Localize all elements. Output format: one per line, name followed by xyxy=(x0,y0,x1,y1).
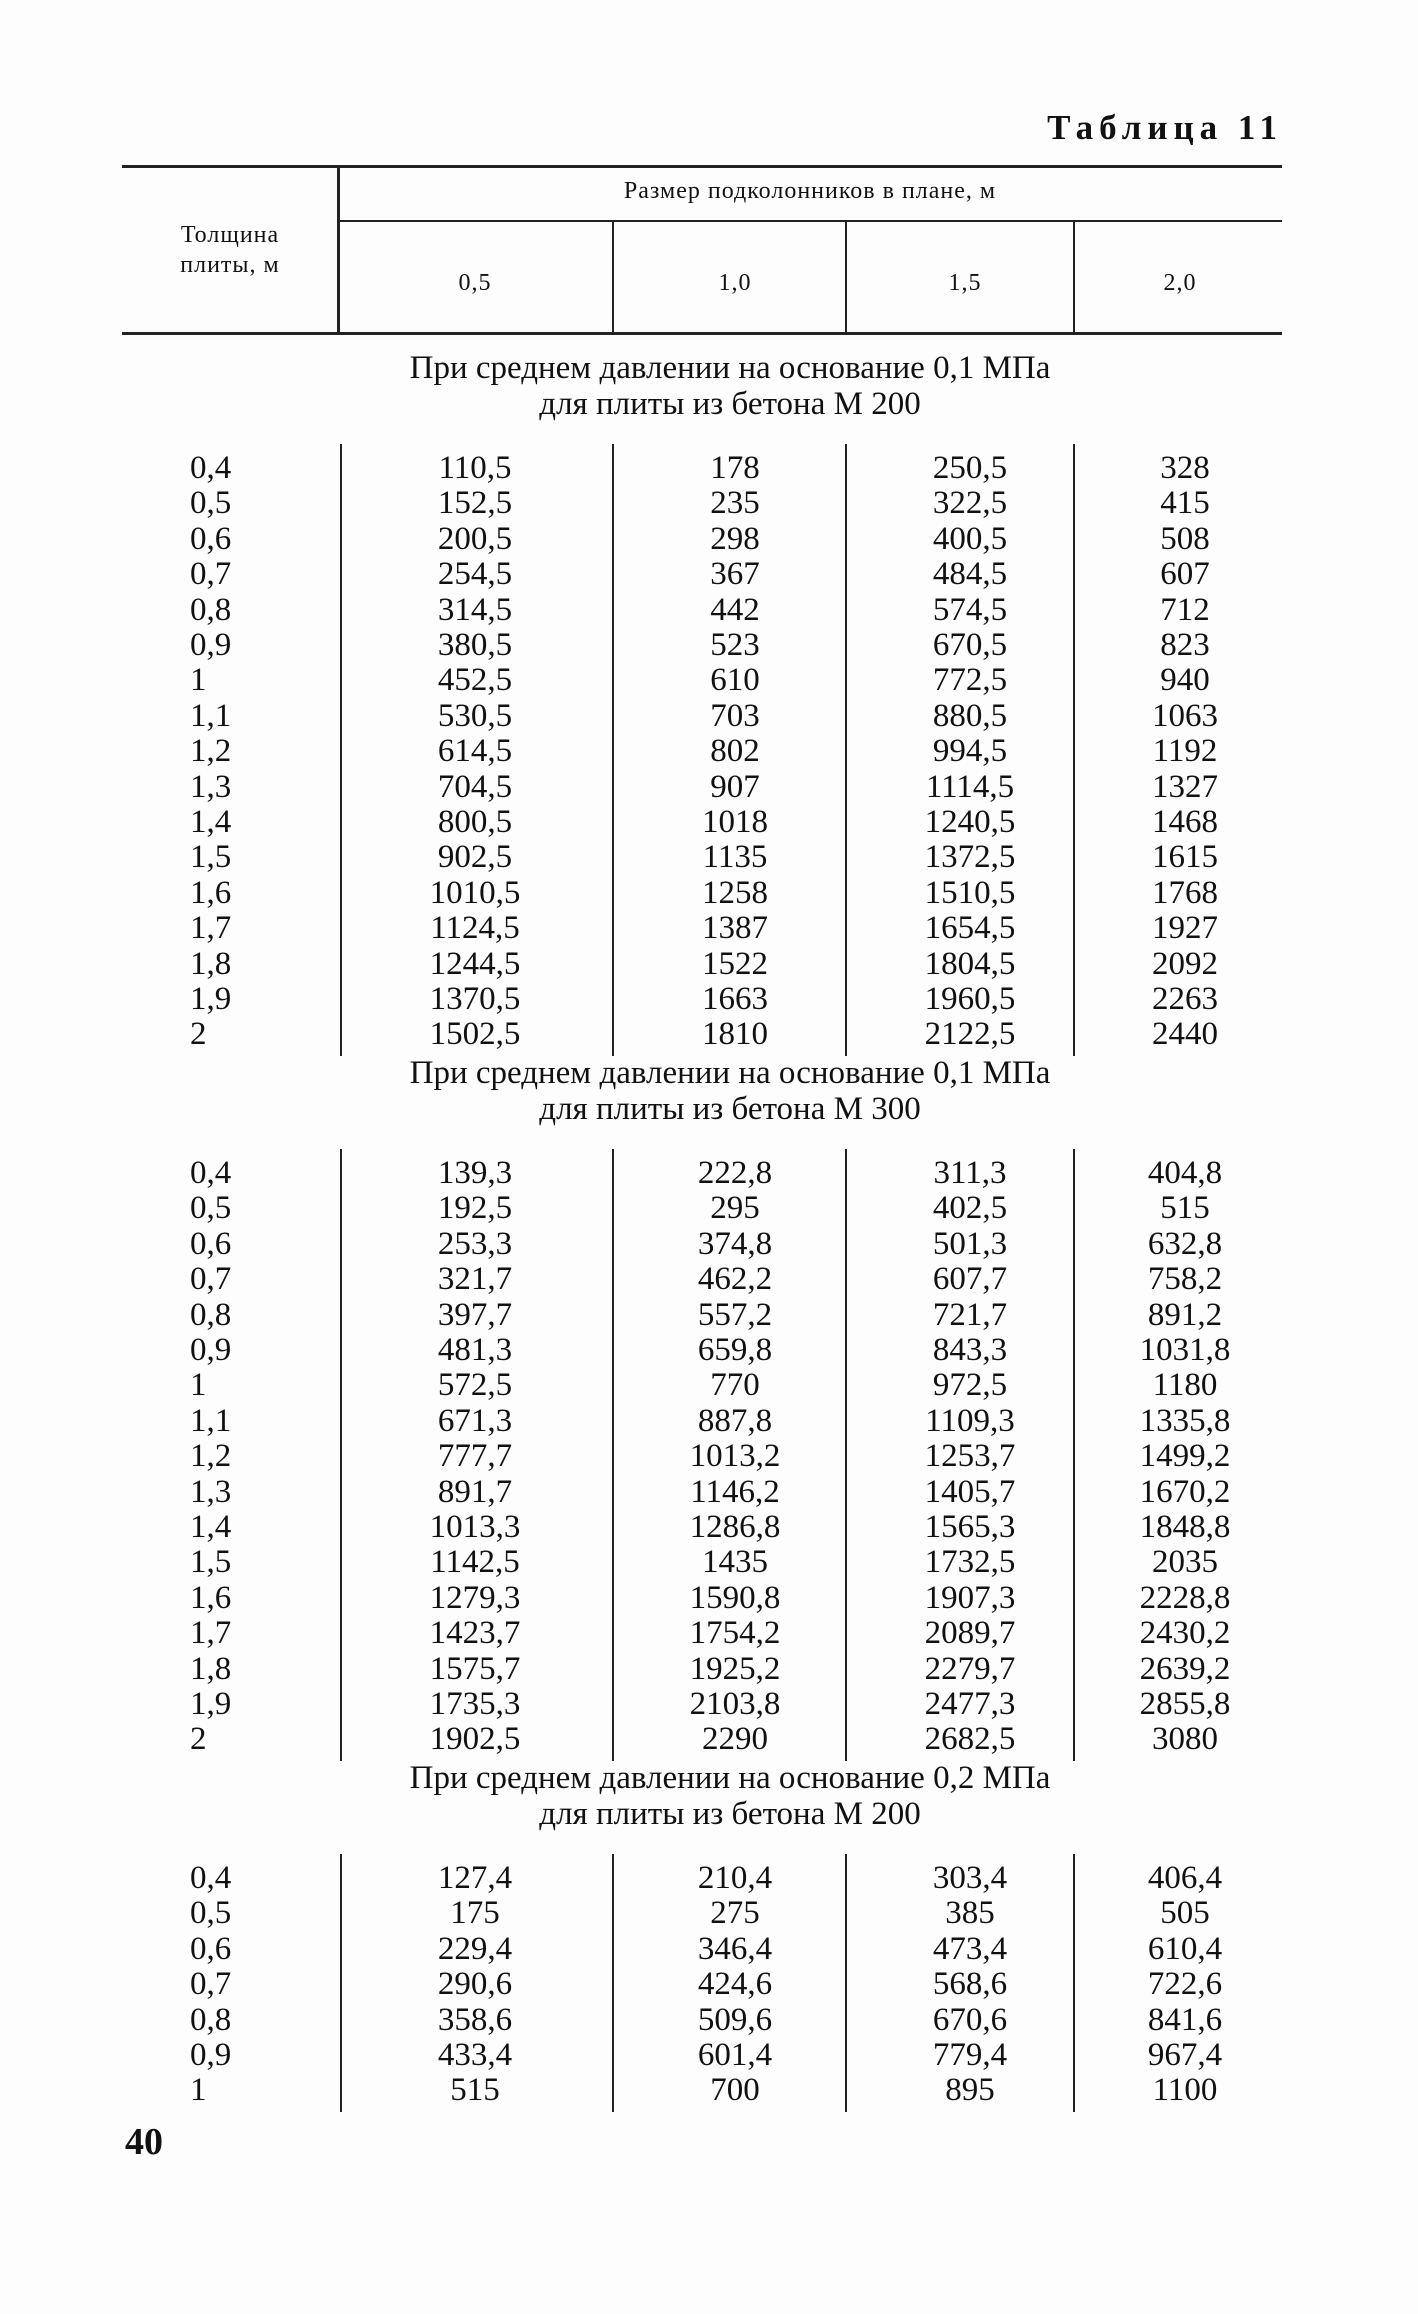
value-cell-0-5: 452,5 xyxy=(437,662,513,699)
value-cell-1-5: 895 xyxy=(945,2072,995,2109)
value-cell-1-5: 1565,3 xyxy=(924,1509,1016,1545)
table-row xyxy=(0,946,1418,982)
thickness-cell: 0,6 xyxy=(190,1225,232,1262)
value-cell-0-5: 433,4 xyxy=(437,2037,513,2073)
table-row xyxy=(0,1509,1418,1545)
value-cell-0-5: 1370,5 xyxy=(429,981,521,1017)
value-cell-0-5: 1142,5 xyxy=(430,1544,520,1581)
value-cell-0-5: 1279,3 xyxy=(429,1579,521,1616)
value-cell-1-0: 601,4 xyxy=(697,2037,773,2073)
value-cell-2-0: 515 xyxy=(1160,1190,1210,1227)
value-cell-2-0: 1768 xyxy=(1152,874,1218,911)
thickness-cell: 1 xyxy=(190,662,207,699)
value-cell-2-0: 891,2 xyxy=(1147,1296,1223,1333)
table-row xyxy=(0,1615,1418,1651)
value-cell-1-5: 402,5 xyxy=(932,1190,1008,1227)
value-cell-1-5: 1240,5 xyxy=(924,804,1016,840)
value-cell-1-0: 1925,2 xyxy=(689,1650,781,1687)
value-cell-1-5: 303,4 xyxy=(932,1860,1008,1896)
thickness-cell: 1,8 xyxy=(190,1650,232,1687)
table-row xyxy=(0,1966,1418,2002)
value-cell-2-0: 940 xyxy=(1160,662,1210,699)
header-col-divider-1 xyxy=(612,222,614,332)
value-cell-1-0: 1146,2 xyxy=(690,1473,780,1510)
value-cell-1-0: 523 xyxy=(710,627,760,663)
value-cell-1-5: 1732,5 xyxy=(924,1544,1016,1581)
value-cell-2-0: 1468 xyxy=(1152,804,1218,840)
table-row xyxy=(0,1438,1418,1474)
thickness-cell: 1,5 xyxy=(190,1544,232,1581)
value-cell-1-0: 346,4 xyxy=(697,1930,773,1967)
value-cell-2-0: 841,6 xyxy=(1147,2001,1223,2038)
value-cell-2-0: 2639,2 xyxy=(1139,1650,1231,1687)
value-cell-0-5: 1010,5 xyxy=(429,874,521,911)
value-cell-1-0: 700 xyxy=(710,2072,760,2109)
table-row xyxy=(0,662,1418,698)
value-cell-1-5: 1372,5 xyxy=(924,839,1016,876)
thickness-cell: 0,8 xyxy=(190,1296,232,1333)
value-cell-1-0: 298 xyxy=(710,520,760,557)
header-col-2: 1,0 xyxy=(718,270,752,296)
value-cell-1-5: 994,5 xyxy=(932,733,1008,770)
table-row xyxy=(0,2072,1418,2108)
value-cell-0-5: 891,7 xyxy=(437,1473,513,1510)
value-cell-1-0: 367 xyxy=(710,556,760,593)
header-subrule xyxy=(340,220,1282,222)
value-cell-1-0: 1663 xyxy=(702,981,768,1017)
value-cell-0-5: 397,7 xyxy=(437,1296,513,1333)
value-cell-2-0: 1180 xyxy=(1152,1367,1218,1404)
value-cell-1-0: 1435 xyxy=(702,1544,768,1581)
table-row xyxy=(0,1367,1418,1403)
value-cell-2-0: 967,4 xyxy=(1147,2037,1223,2073)
value-cell-0-5: 1244,5 xyxy=(429,945,521,982)
value-cell-2-0: 406,4 xyxy=(1147,1860,1223,1896)
value-cell-0-5: 530,5 xyxy=(437,697,513,734)
table-row xyxy=(0,733,1418,769)
value-cell-2-0: 508 xyxy=(1160,520,1210,557)
value-cell-2-0: 632,8 xyxy=(1147,1225,1223,1262)
table-row xyxy=(0,592,1418,628)
value-cell-1-0: 1013,2 xyxy=(689,1438,781,1475)
header-col-1: 0,5 xyxy=(458,270,492,296)
value-cell-0-5: 1735,3 xyxy=(429,1686,521,1722)
value-cell-1-5: 721,7 xyxy=(932,1296,1008,1333)
table-row xyxy=(0,1226,1418,1262)
thickness-cell: 0,4 xyxy=(190,450,232,486)
value-cell-1-5: 385 xyxy=(945,1895,995,1932)
value-cell-0-5: 800,5 xyxy=(437,804,513,840)
value-cell-1-5: 1654,5 xyxy=(924,910,1016,947)
section-title-line2: для плиты из бетона М 200 xyxy=(539,1796,921,1832)
value-cell-2-0: 2092 xyxy=(1152,945,1218,982)
value-cell-2-0: 610,4 xyxy=(1147,1930,1223,1967)
value-cell-1-0: 1135 xyxy=(702,839,768,876)
value-cell-0-5: 614,5 xyxy=(437,733,513,770)
value-cell-2-0: 2263 xyxy=(1152,981,1218,1017)
value-cell-2-0: 1927 xyxy=(1152,910,1218,947)
value-cell-1-0: 424,6 xyxy=(697,1966,773,2003)
value-cell-2-0: 1499,2 xyxy=(1139,1438,1231,1475)
header-size-group: Размер подколонников в плане, м xyxy=(623,178,997,204)
table-row xyxy=(0,1403,1418,1439)
value-cell-2-0: 2035 xyxy=(1152,1544,1218,1581)
value-cell-0-5: 1013,3 xyxy=(429,1509,521,1545)
table-row xyxy=(0,875,1418,911)
thickness-cell: 1,7 xyxy=(190,1615,232,1652)
value-cell-1-0: 1590,8 xyxy=(689,1579,781,1616)
value-cell-1-5: 1510,5 xyxy=(924,874,1016,911)
thickness-cell: 1 xyxy=(190,2072,207,2109)
thickness-cell: 0,8 xyxy=(190,2001,232,2038)
value-cell-0-5: 671,3 xyxy=(437,1402,513,1439)
value-cell-0-5: 110,5 xyxy=(438,450,512,486)
value-cell-1-5: 670,5 xyxy=(932,627,1008,663)
table-row xyxy=(0,698,1418,734)
value-cell-1-0: 610 xyxy=(710,662,760,699)
value-cell-1-5: 311,3 xyxy=(933,1155,1007,1191)
table-row xyxy=(0,1721,1418,1757)
value-cell-2-0: 1670,2 xyxy=(1139,1473,1231,1510)
section-title-line1: При среднем давлении на основание 0,1 МПа xyxy=(409,350,1051,386)
value-cell-0-5: 481,3 xyxy=(437,1332,513,1368)
value-cell-1-0: 1286,8 xyxy=(689,1509,781,1545)
value-cell-2-0: 505 xyxy=(1160,1895,1210,1932)
thickness-cell: 0,6 xyxy=(190,520,232,557)
value-cell-1-0: 442 xyxy=(710,591,760,628)
value-cell-1-0: 1522 xyxy=(702,945,768,982)
value-cell-1-5: 843,3 xyxy=(932,1332,1008,1368)
value-cell-0-5: 314,5 xyxy=(437,591,513,628)
value-cell-1-5: 1960,5 xyxy=(924,981,1016,1017)
value-cell-0-5: 1423,7 xyxy=(429,1615,521,1652)
value-cell-0-5: 777,7 xyxy=(437,1438,513,1475)
thickness-cell: 1,6 xyxy=(190,1579,232,1616)
value-cell-0-5: 380,5 xyxy=(437,627,513,663)
value-cell-2-0: 2228,8 xyxy=(1139,1579,1231,1616)
value-cell-1-0: 235 xyxy=(710,485,760,522)
thickness-cell: 0,9 xyxy=(190,1332,232,1368)
table-row xyxy=(0,1651,1418,1687)
thickness-cell: 0,9 xyxy=(190,627,232,663)
value-cell-2-0: 328 xyxy=(1160,450,1210,486)
value-cell-1-5: 880,5 xyxy=(932,697,1008,734)
table-row xyxy=(0,2037,1418,2073)
thickness-cell: 0,5 xyxy=(190,1190,232,1227)
value-cell-0-5: 290,6 xyxy=(437,1966,513,2003)
value-cell-1-5: 2279,7 xyxy=(924,1650,1016,1687)
header-bottom-rule xyxy=(122,332,1282,335)
table-row xyxy=(0,1155,1418,1191)
value-cell-1-5: 607,7 xyxy=(932,1261,1008,1298)
value-cell-1-0: 1258 xyxy=(702,874,768,911)
value-cell-2-0: 823 xyxy=(1160,627,1210,663)
value-cell-1-5: 1804,5 xyxy=(924,945,1016,982)
value-cell-2-0: 712 xyxy=(1160,591,1210,628)
value-cell-1-0: 703 xyxy=(710,697,760,734)
table-row xyxy=(0,769,1418,805)
value-cell-1-0: 770 xyxy=(710,1367,760,1404)
table-row xyxy=(0,839,1418,875)
value-cell-1-0: 2103,8 xyxy=(689,1686,781,1722)
table-row xyxy=(0,556,1418,592)
value-cell-1-5: 568,6 xyxy=(932,1966,1008,2003)
value-cell-1-5: 1109,3 xyxy=(925,1402,1015,1439)
header-thickness: Толщина плиты, м xyxy=(180,222,280,278)
thickness-cell: 0,9 xyxy=(190,2037,232,2073)
thickness-cell: 1,9 xyxy=(190,981,232,1017)
value-cell-2-0: 607 xyxy=(1160,556,1210,593)
value-cell-1-0: 374,8 xyxy=(697,1225,773,1262)
value-cell-0-5: 139,3 xyxy=(437,1155,513,1191)
header-col-divider-3 xyxy=(1073,222,1075,332)
value-cell-2-0: 415 xyxy=(1160,485,1210,522)
thickness-cell: 0,7 xyxy=(190,556,232,593)
value-cell-2-0: 1063 xyxy=(1152,697,1218,734)
value-cell-0-5: 572,5 xyxy=(437,1367,513,1404)
value-cell-1-5: 1253,7 xyxy=(924,1438,1016,1475)
value-cell-2-0: 1848,8 xyxy=(1139,1509,1231,1545)
value-cell-1-0: 1754,2 xyxy=(689,1615,781,1652)
thickness-cell: 1,2 xyxy=(190,733,232,770)
value-cell-2-0: 758,2 xyxy=(1147,1261,1223,1298)
table-row xyxy=(0,2002,1418,2038)
table-row xyxy=(0,450,1418,486)
header-col-4: 2,0 xyxy=(1163,270,1197,296)
table-row xyxy=(0,1860,1418,1896)
table-label: Таблица 11 xyxy=(1047,108,1283,147)
value-cell-1-0: 178 xyxy=(710,450,760,486)
thickness-cell: 0,5 xyxy=(190,485,232,522)
value-cell-1-5: 2089,7 xyxy=(924,1615,1016,1652)
value-cell-2-0: 1335,8 xyxy=(1139,1402,1231,1439)
thickness-cell: 0,4 xyxy=(190,1155,232,1191)
thickness-cell: 1,8 xyxy=(190,945,232,982)
thickness-cell: 0,5 xyxy=(190,1895,232,1932)
table-row xyxy=(0,1261,1418,1297)
table-row xyxy=(0,485,1418,521)
value-cell-1-0: 210,4 xyxy=(697,1860,773,1896)
value-cell-1-5: 2122,5 xyxy=(924,1016,1016,1053)
table-row xyxy=(0,1931,1418,1967)
thickness-cell: 1,5 xyxy=(190,839,232,876)
table-row xyxy=(0,1297,1418,1333)
value-cell-0-5: 200,5 xyxy=(437,520,513,557)
value-cell-0-5: 192,5 xyxy=(437,1190,513,1227)
thickness-cell: 0,7 xyxy=(190,1261,232,1298)
value-cell-0-5: 253,3 xyxy=(437,1225,513,1262)
section-title-line1: При среднем давлении на основание 0,2 МПа xyxy=(409,1760,1051,1796)
table-row xyxy=(0,627,1418,663)
value-cell-0-5: 358,6 xyxy=(437,2001,513,2038)
value-cell-1-0: 222,8 xyxy=(697,1155,773,1191)
value-cell-0-5: 175 xyxy=(450,1895,500,1932)
value-cell-1-5: 772,5 xyxy=(932,662,1008,699)
table-row xyxy=(0,804,1418,840)
value-cell-1-5: 400,5 xyxy=(932,520,1008,557)
value-cell-0-5: 1902,5 xyxy=(429,1721,521,1758)
thickness-cell: 2 xyxy=(190,1016,207,1053)
value-cell-1-0: 659,8 xyxy=(697,1332,773,1368)
value-cell-1-0: 509,6 xyxy=(697,2001,773,2038)
table-row xyxy=(0,981,1418,1017)
thickness-cell: 1,2 xyxy=(190,1438,232,1475)
value-cell-0-5: 321,7 xyxy=(437,1261,513,1298)
thickness-cell: 1,6 xyxy=(190,874,232,911)
value-cell-1-0: 1810 xyxy=(702,1016,768,1053)
page-number: 40 xyxy=(125,2121,163,2163)
value-cell-1-5: 779,4 xyxy=(932,2037,1008,2073)
value-cell-1-5: 473,4 xyxy=(932,1930,1008,1967)
value-cell-0-5: 152,5 xyxy=(437,485,513,522)
value-cell-1-0: 295 xyxy=(710,1190,760,1227)
value-cell-1-0: 1018 xyxy=(702,804,768,840)
thickness-cell: 0,8 xyxy=(190,591,232,628)
value-cell-0-5: 229,4 xyxy=(437,1930,513,1967)
value-cell-1-0: 1387 xyxy=(702,910,768,947)
value-cell-2-0: 1100 xyxy=(1152,2072,1218,2109)
thickness-cell: 2 xyxy=(190,1721,207,1758)
value-cell-0-5: 902,5 xyxy=(437,839,513,876)
value-cell-1-0: 907 xyxy=(710,768,760,805)
section-title-line2: для плиты из бетона М 200 xyxy=(539,386,921,422)
value-cell-2-0: 2855,8 xyxy=(1139,1686,1231,1722)
value-cell-1-5: 322,5 xyxy=(932,485,1008,522)
value-cell-1-5: 2477,3 xyxy=(924,1686,1016,1722)
value-cell-1-5: 250,5 xyxy=(932,450,1008,486)
header-top-rule xyxy=(122,165,1282,168)
table-row xyxy=(0,1190,1418,1226)
header-col-3: 1,5 xyxy=(948,270,982,296)
value-cell-0-5: 515 xyxy=(450,2072,500,2109)
value-cell-0-5: 704,5 xyxy=(437,768,513,805)
value-cell-1-5: 1114,5 xyxy=(925,768,1015,805)
value-cell-1-5: 484,5 xyxy=(932,556,1008,593)
value-cell-2-0: 2440 xyxy=(1152,1016,1218,1053)
value-cell-1-5: 972,5 xyxy=(932,1367,1008,1404)
table-row xyxy=(0,1544,1418,1580)
value-cell-1-5: 501,3 xyxy=(932,1225,1008,1262)
value-cell-0-5: 1575,7 xyxy=(429,1650,521,1687)
table-row xyxy=(0,521,1418,557)
value-cell-1-0: 802 xyxy=(710,733,760,770)
thickness-cell: 1,4 xyxy=(190,804,232,840)
value-cell-0-5: 1502,5 xyxy=(429,1016,521,1053)
value-cell-0-5: 127,4 xyxy=(437,1860,513,1896)
section-title-line1: При среднем давлении на основание 0,1 МПа xyxy=(409,1055,1051,1091)
value-cell-2-0: 1192 xyxy=(1152,733,1218,770)
value-cell-1-0: 462,2 xyxy=(697,1261,773,1298)
thickness-cell: 1,4 xyxy=(190,1509,232,1545)
table-row xyxy=(0,1474,1418,1510)
value-cell-2-0: 2430,2 xyxy=(1139,1615,1231,1652)
thickness-cell: 1,3 xyxy=(190,768,232,805)
value-cell-2-0: 1031,8 xyxy=(1139,1332,1231,1368)
table-row xyxy=(0,1016,1418,1052)
value-cell-1-0: 2290 xyxy=(702,1721,768,1758)
value-cell-2-0: 722,6 xyxy=(1147,1966,1223,2003)
value-cell-0-5: 1124,5 xyxy=(430,910,520,947)
thickness-cell: 0,6 xyxy=(190,1930,232,1967)
thickness-cell: 1,1 xyxy=(190,1402,232,1439)
thickness-cell: 1,3 xyxy=(190,1473,232,1510)
value-cell-1-0: 275 xyxy=(710,1895,760,1932)
thickness-cell: 1,7 xyxy=(190,910,232,947)
value-cell-1-5: 1405,7 xyxy=(924,1473,1016,1510)
thickness-cell: 1,1 xyxy=(190,697,232,734)
value-cell-1-5: 2682,5 xyxy=(924,1721,1016,1758)
value-cell-2-0: 3080 xyxy=(1152,1721,1218,1758)
thickness-cell: 0,4 xyxy=(190,1860,232,1896)
value-cell-2-0: 1615 xyxy=(1152,839,1218,876)
value-cell-1-0: 887,8 xyxy=(697,1402,773,1439)
table-row xyxy=(0,1580,1418,1616)
value-cell-1-5: 670,6 xyxy=(932,2001,1008,2038)
value-cell-1-5: 1907,3 xyxy=(924,1579,1016,1616)
value-cell-0-5: 254,5 xyxy=(437,556,513,593)
table-row xyxy=(0,910,1418,946)
value-cell-2-0: 404,8 xyxy=(1147,1155,1223,1191)
table-row xyxy=(0,1332,1418,1368)
value-cell-1-5: 574,5 xyxy=(932,591,1008,628)
value-cell-1-0: 557,2 xyxy=(697,1296,773,1333)
header-col-divider-2 xyxy=(845,222,847,332)
table-row xyxy=(0,1686,1418,1722)
thickness-cell: 1 xyxy=(190,1367,207,1404)
table-row xyxy=(0,1895,1418,1931)
thickness-cell: 0,7 xyxy=(190,1966,232,2003)
section-title-line2: для плиты из бетона М 300 xyxy=(539,1091,921,1127)
thickness-cell: 1,9 xyxy=(190,1686,232,1722)
value-cell-2-0: 1327 xyxy=(1152,768,1218,805)
